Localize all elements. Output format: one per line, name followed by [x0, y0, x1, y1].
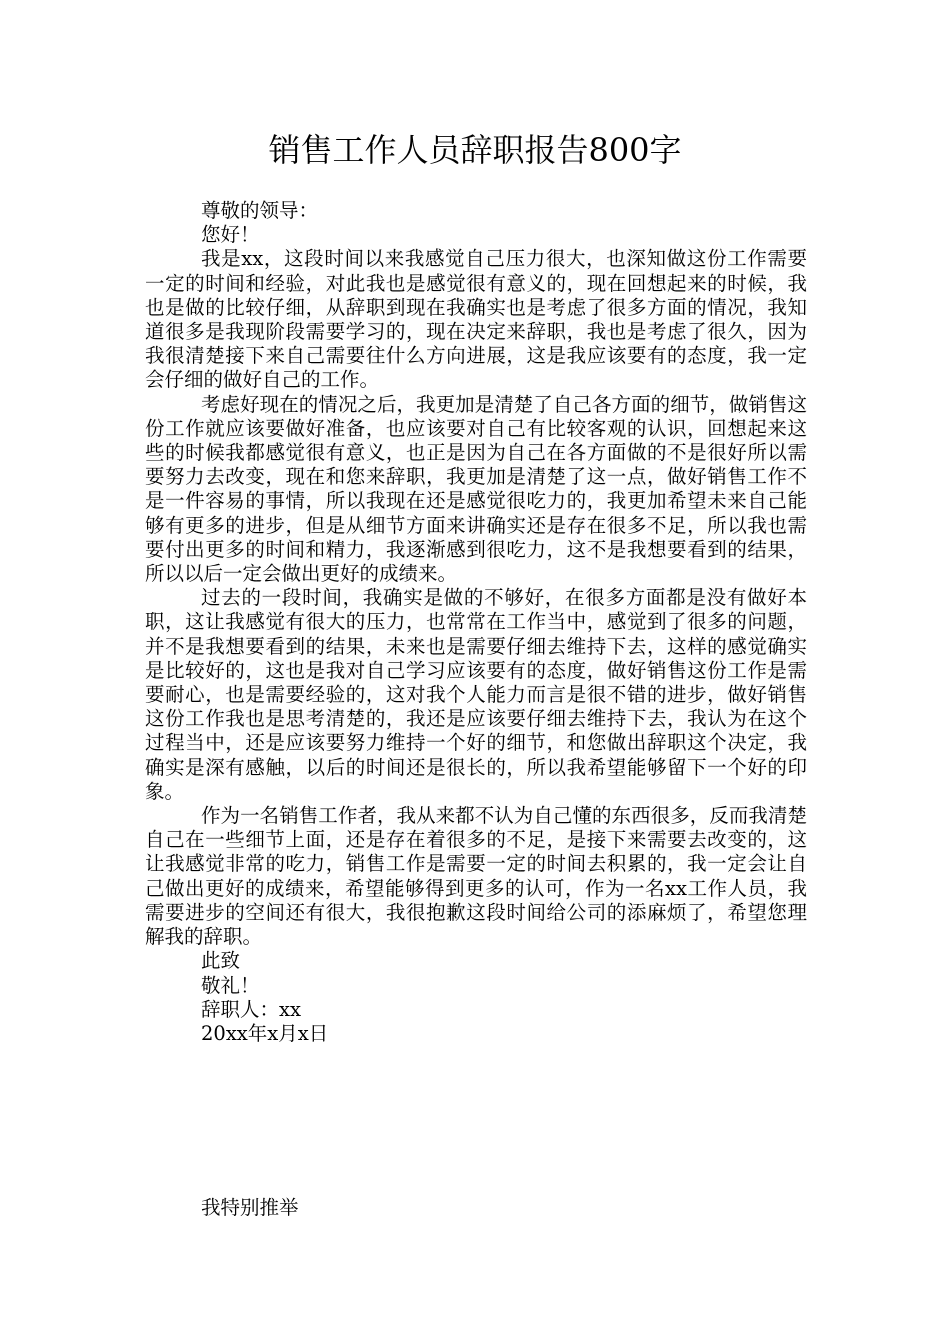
paragraph-3: 过去的一段时间，我确实是做的不够好，在很多方面都是没有做好本职，这让我感觉有很大的压力，也常常在工作当中，感觉到了很多的问题，并不是我想要看到的结果，未来也是需要仔细去维持下去，这样的感觉确实是比较好的，这也是我对自己学习应该要有的态度，做好销售这份工作是需要耐心，也是需要经验的，这对我个人能力而言是很不错的进步，做好销售这份工作我也是思考清楚的，我还是应该要仔细去维持下去，我认为在这个过程当中，还是应该要努力维持一个好的细节，和您做出辞职这个决定，我确实是深有感触，以后的时间还是很长的，所以我希望能够留下一个好的印象。: [145, 586, 807, 803]
paragraph-4: 作为一名销售工作者，我从来都不认为自己懂的东西很多，反而我清楚自己在一些细节上面，还是存在着很多的不足，是接下来需要去改变的，这让我感觉非常的吃力，销售工作是需要一定的时间去积累的，我一定会让自己做出更好的成绩来，希望能够得到更多的认可，作为一名xx工作人员，我需要进步的空间还有很大，我很抱歉这段时间给公司的添麻烦了，希望您理解我的辞职。: [145, 804, 807, 949]
signature: 辞职人：xx: [201, 997, 301, 1021]
document-title: 销售工作人员辞职报告800字: [268, 131, 682, 169]
salutation: 尊敬的领导：: [201, 199, 319, 222]
footer-note: 我特别推举: [201, 1196, 299, 1219]
closing-line-2: 敬礼！: [201, 973, 260, 997]
letter-body: [145, 199, 807, 1046]
paragraph-1: 我是xx，这段时间以来我感觉自己压力很大，也深知做这份工作需要一定的时间和经验，对此我也是感觉很有意义的，现在回想起来的时候，我也是做的比较仔细，从辞职到现在我确实也是考虑了很多方面的情况，我知道很多是我现阶段需要学习的，现在决定来辞职，我也是考虑了很久，因为我很清楚接下来自己需要往什么方向进展，这是我应该要有的态度，我一定会仔细的做好自己的工作。: [145, 247, 807, 392]
closing-line-1: 此致: [201, 949, 241, 973]
greeting: 您好！: [201, 223, 260, 247]
paragraph-2: 考虑好现在的情况之后，我更加是清楚了自己各方面的细节，做销售这份工作就应该要做好准备，也应该要对自己有比较客观的认识，回想起来这些的时候我都感觉很有意义，也正是因为自己在各方面做的不是很好所以需要努力去改变，现在和您来辞职，我更加是清楚了这一点，做好销售工作不是一件容易的事情，所以我现在还是感觉很吃力的，我更加希望未来自己能够有更多的进步，但是从细节方面来讲确实还是存在很多不足，所以我也需要付出更多的时间和精力，我逐渐感到很吃力，这不是我想要看到的结果，所以以后一定会做出更好的成绩来。: [145, 392, 807, 586]
date: 20xx年x月x日: [201, 1021, 329, 1045]
